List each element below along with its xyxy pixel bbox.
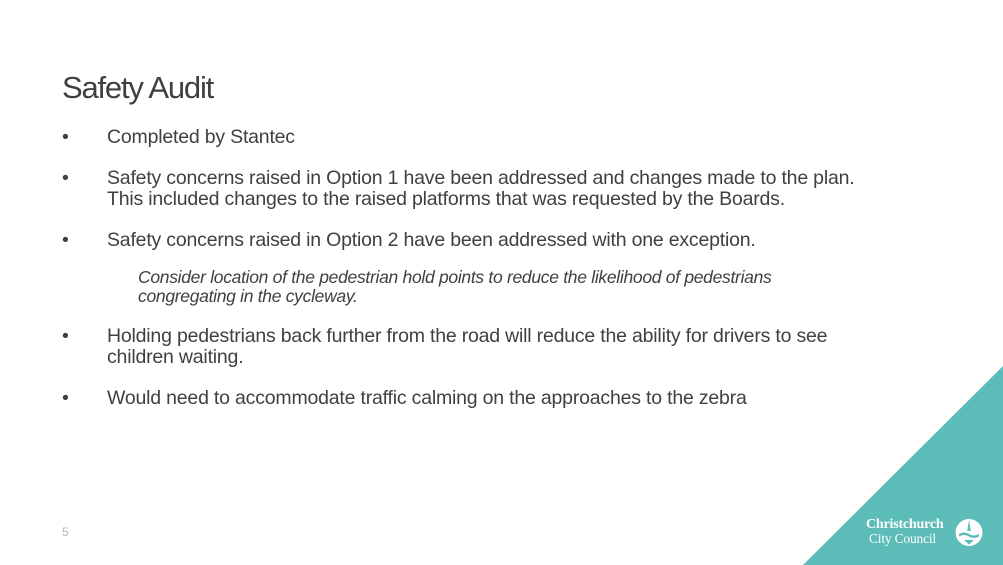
bullet-text-line: Holding pedestrians back further from the road will reduce the ability for drivers to see: [107, 325, 828, 347]
bullet-dot: •: [62, 387, 69, 409]
bullet-text: Safety concerns raised in Option 2 have been addressed with one exception.: [107, 229, 756, 251]
page-number: 5: [62, 525, 69, 539]
bullet-dot: •: [62, 126, 69, 148]
logo-line-1: Christchurch: [866, 517, 944, 532]
bullet-dot: •: [62, 325, 69, 347]
bullet-dot: •: [62, 229, 69, 251]
bullet-item: [62, 326, 962, 368]
bullet-text: Would need to accommodate traffic calming on the approaches to the zebra: [107, 387, 747, 409]
quoted-recommendation: [62, 268, 918, 306]
cathedral-emblem-icon: [955, 518, 983, 547]
slide-title: Safety Audit: [62, 70, 214, 105]
bullet-text-line: Safety concerns raised in Option 1 have been addressed and changes made to the plan.: [107, 167, 855, 189]
logo-wordmark: [866, 518, 943, 546]
bullet-item: [62, 127, 962, 148]
bullet-text: Completed by Stantec: [107, 126, 295, 148]
bullet-dot: •: [62, 167, 69, 189]
bullet-text-line: This included changes to the raised platforms that was requested by the Boards.: [107, 188, 785, 210]
bullet-item: [62, 388, 962, 409]
bullet-text-line: children waiting.: [107, 346, 244, 368]
quote-line: Consider location of the pedestrian hold points to reduce the likelihood of pedestrians: [138, 267, 772, 287]
bullet-item: [62, 230, 962, 251]
bullet-list: [62, 124, 962, 409]
logo-line-2: City Council: [869, 531, 936, 546]
christchurch-city-council-logo: [866, 518, 986, 550]
quote-line: congregating in the cycleway.: [138, 286, 358, 306]
bullet-item: [62, 168, 962, 210]
